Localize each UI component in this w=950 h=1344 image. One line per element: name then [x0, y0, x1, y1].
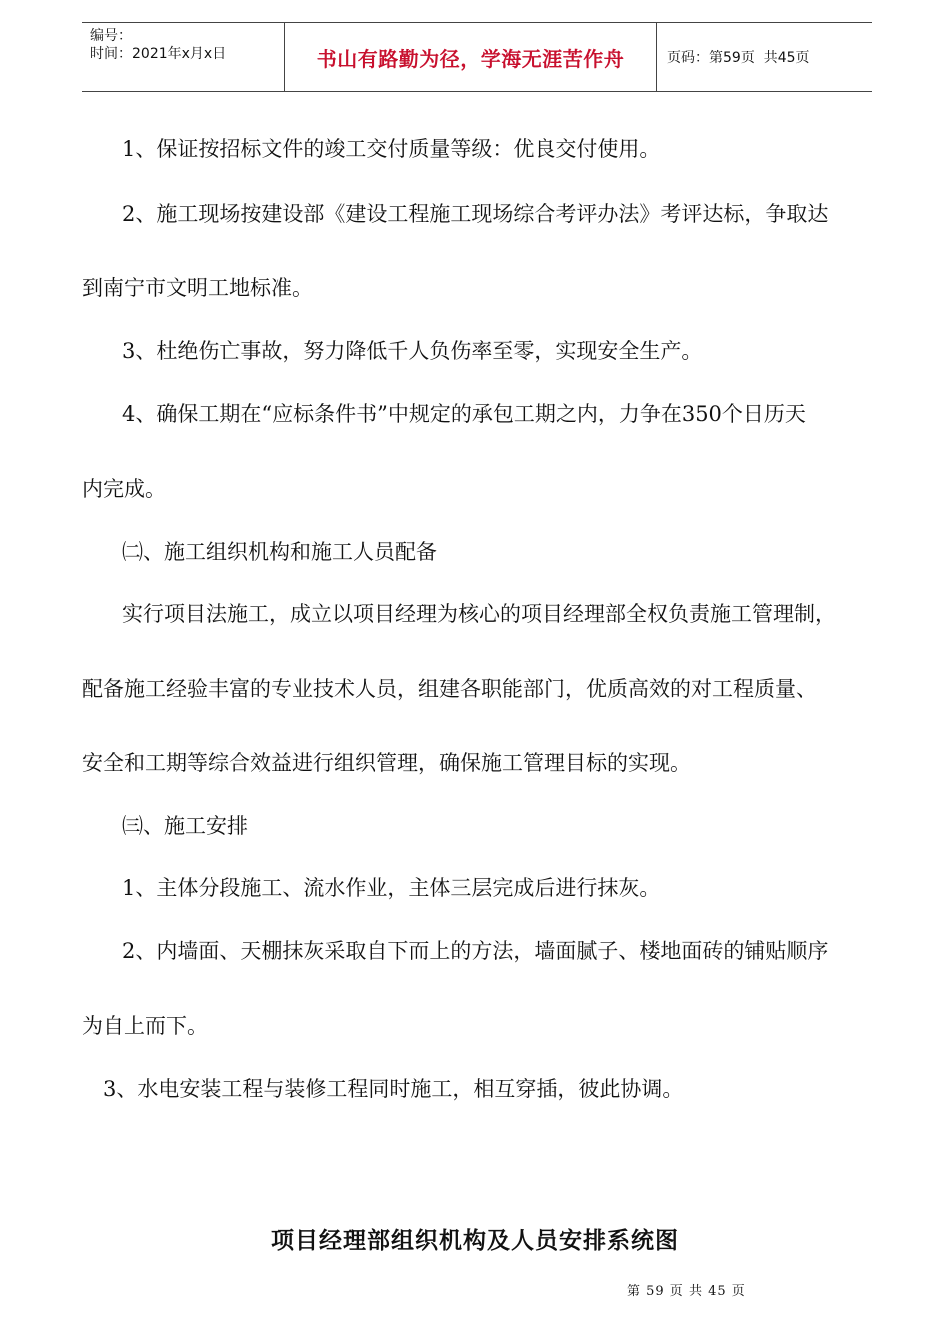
paragraph-8: 3、水电安装工程与装修工程同时施工，相互穿插，彼此协调。 [103, 1077, 684, 1101]
header-meta-cell [82, 23, 285, 91]
paragraph-2-line-2: 到南宁市文明工地标准。 [82, 276, 313, 300]
paragraph-5-line-3: 安全和工期等综合效益进行组织管理，确保施工管理目标的实现。 [82, 751, 691, 775]
paragraph-4-line-2: 内完成。 [82, 477, 166, 501]
paragraph-3: 3、杜绝伤亡事故，努力降低千人负伤率至零，实现安全生产。 [122, 339, 703, 363]
paragraph-4-line-1: 4、确保工期在“应标条件书”中规定的承包工期之内，力争在350个日历天 [122, 402, 806, 426]
section-heading-2: ㈡、施工组织机构和施工人员配备 [122, 540, 437, 564]
paragraph-7-line-1: 2、内墙面、天棚抹灰采取自下而上的方法，墙面腻子、楼地面砖的铺贴顺序 [122, 939, 829, 963]
diagram-title: 项目经理部组织机构及人员安排系统图 [271, 1228, 679, 1254]
document-header [82, 22, 872, 92]
paragraph-5-line-2: 配备施工经验丰富的专业技术人员，组建各职能部门，优质高效的对工程质量、 [82, 677, 817, 701]
serial-number-label: 编号： [90, 28, 132, 44]
paragraph-1: 1、保证按招标文件的竣工交付质量等级：优良交付使用。 [122, 137, 661, 161]
paragraph-5-line-1: 实行项目法施工，成立以项目经理为核心的项目经理部全权负责施工管理制， [122, 602, 836, 626]
header-motto: 书山有路勤为径，学海无涯苦作舟 [285, 23, 657, 91]
section-heading-3: ㈢、施工安排 [122, 814, 248, 838]
time-label: 时间：2021年x月x日 [90, 46, 227, 62]
page-footer: 第 59 页 共 45 页 [627, 1284, 746, 1299]
paragraph-2-line-1: 2、施工现场按建设部《建设工程施工现场综合考评办法》考评达标，争取达 [122, 202, 829, 226]
page-code: 页码：第59页 共45页 [667, 50, 810, 66]
header-page-code-cell [657, 23, 872, 91]
paragraph-6: 1、主体分段施工、流水作业，主体三层完成后进行抹灰。 [122, 876, 661, 900]
paragraph-7-line-2: 为自上而下。 [82, 1014, 208, 1038]
